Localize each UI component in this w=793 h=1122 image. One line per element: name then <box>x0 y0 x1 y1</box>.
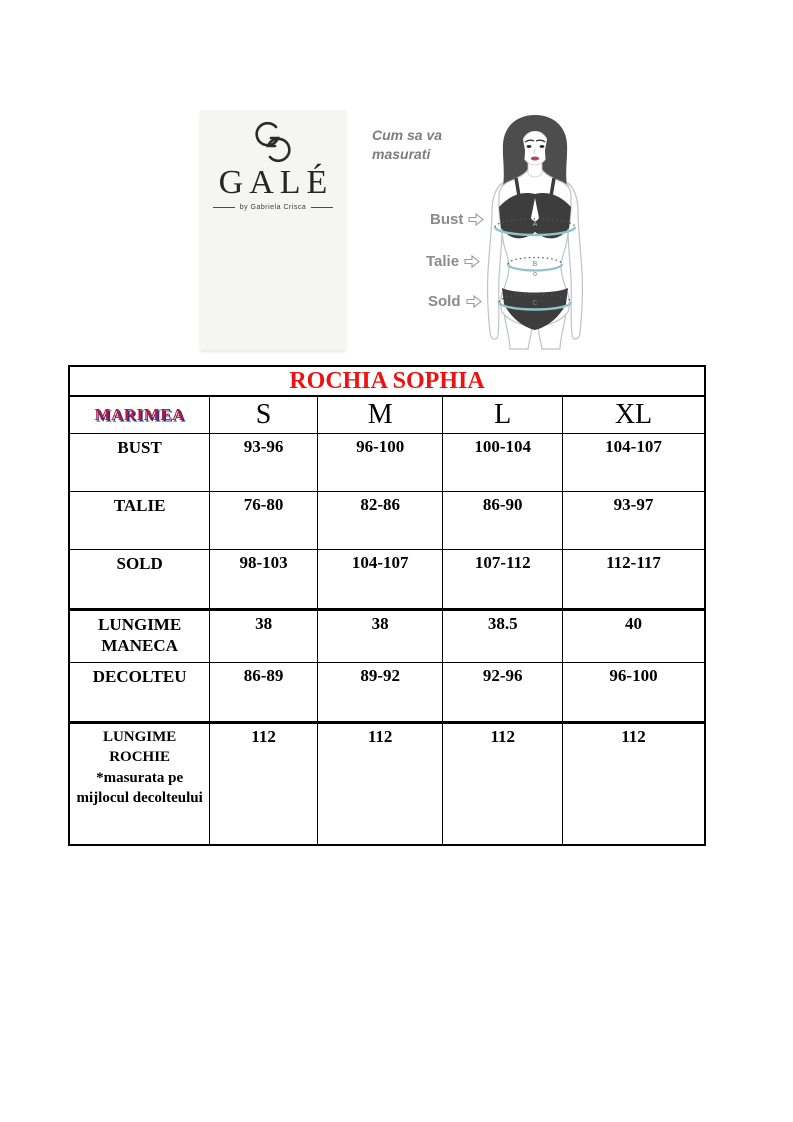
cell-value: 38 <box>210 610 318 663</box>
row-label: LUNGIME MANECA <box>69 610 210 663</box>
size-col-m: M <box>317 396 443 434</box>
cell-value: 93-96 <box>210 434 318 492</box>
size-col-l: L <box>443 396 563 434</box>
marker-b: B <box>532 261 538 268</box>
size-col-xl: XL <box>563 396 706 434</box>
measure-label-bust-text: Bust <box>430 211 464 228</box>
table-header-row <box>69 396 705 434</box>
measure-figure-illustration <box>462 112 607 350</box>
cell-value: 112 <box>210 723 318 846</box>
cell-value: 82-86 <box>317 492 443 550</box>
table-row <box>69 610 705 663</box>
marker-a: A <box>532 221 538 228</box>
row-label: BUST <box>69 434 210 492</box>
table-title: ROCHIA SOPHIA <box>69 366 705 396</box>
table-row <box>69 663 705 723</box>
brand-monogram-icon <box>247 120 299 164</box>
cell-value: 104-107 <box>317 550 443 610</box>
row-label: TALIE <box>69 492 210 550</box>
tagline-rule-right <box>311 207 333 208</box>
cell-value: 100-104 <box>443 434 563 492</box>
tagline-rule-left <box>213 207 235 208</box>
brand-tagline <box>213 204 333 211</box>
row-label-text: LUNGIME ROCHIE <box>102 729 177 766</box>
table-row <box>69 723 705 846</box>
table-row <box>69 550 705 610</box>
cell-value: 112-117 <box>563 550 706 610</box>
measure-guide-heading: Cum sa va masurati <box>372 127 443 162</box>
cell-value: 96-100 <box>563 663 706 723</box>
table-row <box>69 492 705 550</box>
cell-value: 40 <box>563 610 706 663</box>
size-header-cell: MARIMEA <box>69 396 210 434</box>
row-label: SOLD <box>69 550 210 610</box>
cell-value: 107-112 <box>443 550 563 610</box>
cell-value: 112 <box>317 723 443 846</box>
cell-value: 98-103 <box>210 550 318 610</box>
size-chart-table <box>68 365 706 846</box>
marker-c: C <box>532 300 538 307</box>
cell-value: 38.5 <box>443 610 563 663</box>
cell-value: 92-96 <box>443 663 563 723</box>
cell-value: 104-107 <box>563 434 706 492</box>
cell-value: 86-90 <box>443 492 563 550</box>
brand-tagline-text: by Gabriela Crisca <box>239 204 307 211</box>
cell-value: 38 <box>317 610 443 663</box>
table-title-row <box>69 366 705 396</box>
cell-value: 112 <box>443 723 563 846</box>
cell-value: 76-80 <box>210 492 318 550</box>
measure-label-sold-text: Sold <box>428 293 461 310</box>
measure-label-talie-text: Talie <box>426 253 460 270</box>
cell-value: 112 <box>563 723 706 846</box>
cell-value: 86-89 <box>210 663 318 723</box>
row-label <box>69 723 210 846</box>
brand-wordmark: GALÉ <box>218 164 334 201</box>
cell-value: 89-92 <box>317 663 443 723</box>
row-label: DECOLTEU <box>69 663 210 723</box>
row-label-note: *masurata pe mijlocul decolteului <box>76 769 203 806</box>
cell-value: 96-100 <box>317 434 443 492</box>
cell-value: 93-97 <box>563 492 706 550</box>
table-row <box>69 434 705 492</box>
brand-logo-box <box>200 110 346 350</box>
size-col-s: S <box>210 396 318 434</box>
